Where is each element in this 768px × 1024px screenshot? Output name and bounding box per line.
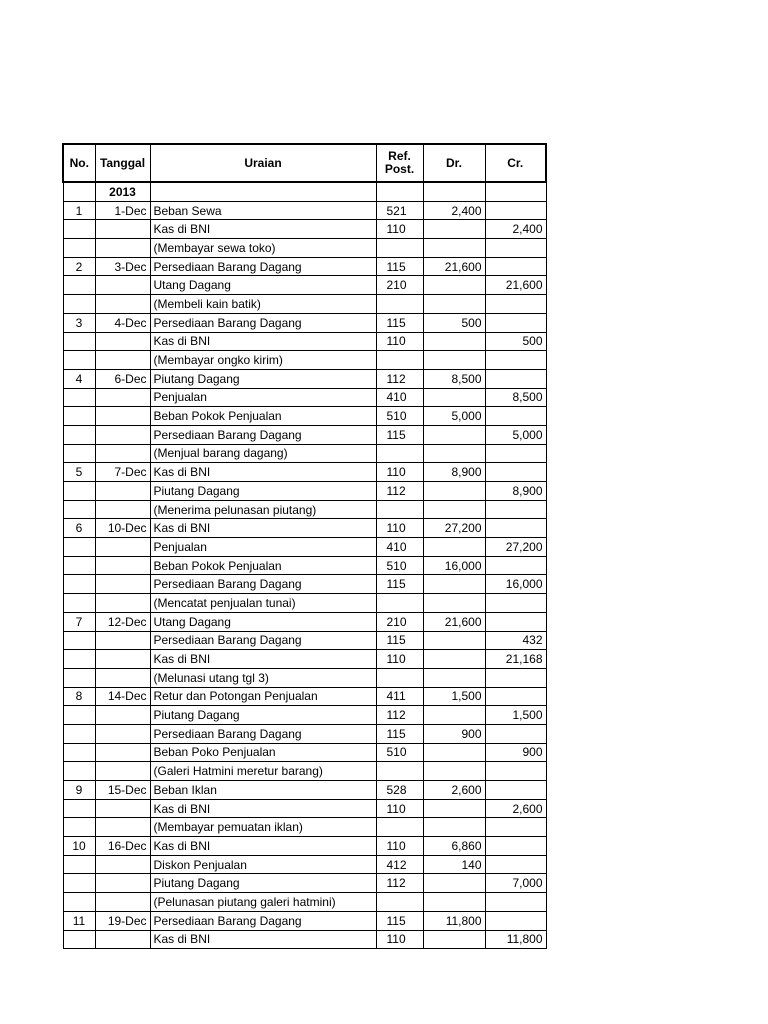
cell-entry-no: 4 bbox=[63, 369, 95, 388]
cell-entry-no bbox=[63, 556, 95, 575]
cell-ref-post: 115 bbox=[376, 724, 423, 743]
table-row bbox=[63, 706, 546, 725]
cell-credit: 900 bbox=[485, 743, 546, 762]
cell-credit: 8,900 bbox=[485, 482, 546, 501]
cell-ref-post bbox=[376, 594, 423, 613]
cell-date bbox=[95, 650, 150, 669]
cell-date: 6-Dec bbox=[95, 369, 150, 388]
cell-account: Beban Pokok Penjualan bbox=[150, 407, 376, 426]
cell-account: Persediaan Barang Dagang bbox=[150, 313, 376, 332]
header-no: No. bbox=[63, 144, 95, 182]
cell-ref-post: 110 bbox=[376, 519, 423, 538]
cell-debit: 21,600 bbox=[423, 612, 485, 631]
table-row bbox=[63, 220, 546, 239]
cell-debit bbox=[423, 482, 485, 501]
cell-account-credit: Kas di BNI bbox=[150, 650, 376, 669]
cell-credit: 432 bbox=[485, 631, 546, 650]
table-row bbox=[63, 351, 546, 370]
table-row bbox=[63, 575, 546, 594]
cell-credit: 500 bbox=[485, 332, 546, 351]
cell-ref-post: 110 bbox=[376, 799, 423, 818]
cell-date bbox=[95, 818, 150, 837]
year-row bbox=[63, 182, 546, 201]
cell-date bbox=[95, 668, 150, 687]
cell-ref-post: 115 bbox=[376, 425, 423, 444]
cell-date: 16-Dec bbox=[95, 837, 150, 856]
cell-credit bbox=[485, 668, 546, 687]
header-ref-line2: Post. bbox=[384, 162, 415, 176]
cell-entry-no: 8 bbox=[63, 687, 95, 706]
cell-credit bbox=[485, 556, 546, 575]
cell-ref-post: 110 bbox=[376, 650, 423, 669]
cell-ref-post: 115 bbox=[376, 313, 423, 332]
cell-date bbox=[95, 893, 150, 912]
cell-ref-post: 510 bbox=[376, 743, 423, 762]
cell-ref-post bbox=[376, 818, 423, 837]
cell-credit bbox=[485, 201, 546, 220]
cell-debit: 140 bbox=[423, 855, 485, 874]
cell-empty bbox=[376, 182, 423, 201]
cell-entry-no bbox=[63, 351, 95, 370]
cell-debit bbox=[423, 594, 485, 613]
table-row bbox=[63, 668, 546, 687]
table-row bbox=[63, 799, 546, 818]
cell-credit bbox=[485, 594, 546, 613]
table-row bbox=[63, 631, 546, 650]
table-row bbox=[63, 781, 546, 800]
cell-debit bbox=[423, 388, 485, 407]
table-body bbox=[63, 182, 546, 949]
cell-entry-no bbox=[63, 818, 95, 837]
cell-ref-post bbox=[376, 239, 423, 258]
header-ref-line1: Ref. bbox=[388, 149, 411, 164]
cell-entry-no bbox=[63, 332, 95, 351]
cell-date bbox=[95, 220, 150, 239]
cell-debit bbox=[423, 631, 485, 650]
cell-account-credit: Piutang Dagang bbox=[150, 482, 376, 501]
cell-account-credit: Piutang Dagang bbox=[150, 706, 376, 725]
cell-account-credit: Piutang Dagang bbox=[150, 874, 376, 893]
cell-ref-post: 412 bbox=[376, 855, 423, 874]
table-row bbox=[63, 257, 546, 276]
cell-account-credit: Kas di BNI bbox=[150, 220, 376, 239]
cell-debit bbox=[423, 538, 485, 557]
cell-entry-no bbox=[63, 482, 95, 501]
table-row bbox=[63, 482, 546, 501]
cell-account: Persediaan Barang Dagang bbox=[150, 724, 376, 743]
cell-debit: 1,500 bbox=[423, 687, 485, 706]
cell-debit bbox=[423, 893, 485, 912]
cell-account: Beban Pokok Penjualan bbox=[150, 556, 376, 575]
cell-credit: 11,800 bbox=[485, 930, 546, 949]
cell-debit: 16,000 bbox=[423, 556, 485, 575]
cell-ref-post: 115 bbox=[376, 575, 423, 594]
cell-debit bbox=[423, 874, 485, 893]
table-row bbox=[63, 893, 546, 912]
cell-credit bbox=[485, 351, 546, 370]
cell-debit: 2,400 bbox=[423, 201, 485, 220]
cell-entry-no bbox=[63, 668, 95, 687]
cell-entry-no bbox=[63, 594, 95, 613]
cell-debit bbox=[423, 239, 485, 258]
cell-account: Beban Sewa bbox=[150, 201, 376, 220]
cell-date bbox=[95, 743, 150, 762]
cell-entry-no bbox=[63, 295, 95, 314]
table-row bbox=[63, 687, 546, 706]
cell-account: (Pelunasan piutang galeri hatmini) bbox=[150, 893, 376, 912]
header-debit: Dr. bbox=[423, 144, 485, 182]
cell-account: (Membayar pemuatan iklan) bbox=[150, 818, 376, 837]
cell-credit bbox=[485, 762, 546, 781]
cell-credit bbox=[485, 463, 546, 482]
cell-debit bbox=[423, 668, 485, 687]
cell-ref-post: 110 bbox=[376, 332, 423, 351]
cell-credit bbox=[485, 893, 546, 912]
table-row bbox=[63, 837, 546, 856]
cell-date bbox=[95, 538, 150, 557]
cell-date bbox=[95, 444, 150, 463]
cell-date: 15-Dec bbox=[95, 781, 150, 800]
cell-account-credit: Persediaan Barang Dagang bbox=[150, 631, 376, 650]
cell-entry-no bbox=[63, 276, 95, 295]
cell-entry-no bbox=[63, 631, 95, 650]
table-row bbox=[63, 743, 546, 762]
cell-account: (Melunasi utang tgl 3) bbox=[150, 668, 376, 687]
cell-ref-post: 110 bbox=[376, 463, 423, 482]
table-row bbox=[63, 444, 546, 463]
cell-credit: 27,200 bbox=[485, 538, 546, 557]
cell-ref-post: 110 bbox=[376, 220, 423, 239]
cell-empty bbox=[423, 182, 485, 201]
cell-date bbox=[95, 239, 150, 258]
cell-entry-no: 5 bbox=[63, 463, 95, 482]
cell-credit bbox=[485, 612, 546, 631]
cell-credit bbox=[485, 818, 546, 837]
header-row bbox=[63, 144, 546, 182]
cell-credit bbox=[485, 724, 546, 743]
cell-entry-no: 3 bbox=[63, 313, 95, 332]
cell-ref-post bbox=[376, 500, 423, 519]
cell-account: Kas di BNI bbox=[150, 463, 376, 482]
cell-ref-post: 210 bbox=[376, 276, 423, 295]
cell-account: Retur dan Potongan Penjualan bbox=[150, 687, 376, 706]
cell-ref-post: 115 bbox=[376, 631, 423, 650]
cell-debit bbox=[423, 220, 485, 239]
cell-credit: 5,000 bbox=[485, 425, 546, 444]
cell-credit bbox=[485, 313, 546, 332]
cell-credit: 8,500 bbox=[485, 388, 546, 407]
cell-credit: 7,000 bbox=[485, 874, 546, 893]
table-row bbox=[63, 594, 546, 613]
cell-account: Kas di BNI bbox=[150, 519, 376, 538]
cell-ref-post: 115 bbox=[376, 911, 423, 930]
cell-credit: 2,600 bbox=[485, 799, 546, 818]
cell-ref-post: 521 bbox=[376, 201, 423, 220]
cell-account: (Galeri Hatmini meretur barang) bbox=[150, 762, 376, 781]
cell-account-credit: Beban Poko Penjualan bbox=[150, 743, 376, 762]
cell-ref-post: 112 bbox=[376, 874, 423, 893]
cell-entry-no bbox=[63, 799, 95, 818]
cell-entry-no bbox=[63, 930, 95, 949]
table-row bbox=[63, 930, 546, 949]
cell-debit bbox=[423, 425, 485, 444]
cell-entry-no bbox=[63, 893, 95, 912]
cell-date: 10-Dec bbox=[95, 519, 150, 538]
cell-debit bbox=[423, 332, 485, 351]
cell-ref-post: 110 bbox=[376, 837, 423, 856]
cell-debit bbox=[423, 706, 485, 725]
cell-entry-no bbox=[63, 855, 95, 874]
cell-entry-no: 10 bbox=[63, 837, 95, 856]
cell-date bbox=[95, 855, 150, 874]
cell-entry-no bbox=[63, 388, 95, 407]
cell-entry-no bbox=[63, 762, 95, 781]
header-date: Tanggal bbox=[95, 144, 150, 182]
table-header bbox=[63, 144, 546, 182]
cell-account: Piutang Dagang bbox=[150, 369, 376, 388]
cell-debit bbox=[423, 276, 485, 295]
cell-ref-post: 528 bbox=[376, 781, 423, 800]
cell-entry-no bbox=[63, 444, 95, 463]
cell-date bbox=[95, 295, 150, 314]
cell-entry-no: 1 bbox=[63, 201, 95, 220]
cell-account: (Menjual barang dagang) bbox=[150, 444, 376, 463]
cell-account-credit: Penjualan bbox=[150, 388, 376, 407]
year-cell: 2013 bbox=[95, 182, 150, 201]
cell-date: 4-Dec bbox=[95, 313, 150, 332]
cell-date: 12-Dec bbox=[95, 612, 150, 631]
table-row bbox=[63, 650, 546, 669]
cell-ref-post: 115 bbox=[376, 257, 423, 276]
journal-table bbox=[62, 143, 547, 949]
cell-account: (Membayar ongko kirim) bbox=[150, 351, 376, 370]
cell-date: 1-Dec bbox=[95, 201, 150, 220]
header-credit: Cr. bbox=[485, 144, 546, 182]
cell-debit bbox=[423, 351, 485, 370]
cell-account-credit: Kas di BNI bbox=[150, 930, 376, 949]
cell-credit bbox=[485, 911, 546, 930]
cell-account: Utang Dagang bbox=[150, 612, 376, 631]
cell-debit bbox=[423, 818, 485, 837]
cell-entry-no: 9 bbox=[63, 781, 95, 800]
cell-ref-post: 411 bbox=[376, 687, 423, 706]
cell-date: 14-Dec bbox=[95, 687, 150, 706]
header-ref-post bbox=[376, 144, 423, 182]
header-description: Uraian bbox=[150, 144, 376, 182]
cell-date bbox=[95, 332, 150, 351]
cell-date bbox=[95, 724, 150, 743]
table-row bbox=[63, 201, 546, 220]
cell-ref-post: 410 bbox=[376, 538, 423, 557]
cell-date bbox=[95, 407, 150, 426]
cell-debit bbox=[423, 650, 485, 669]
cell-credit bbox=[485, 257, 546, 276]
cell-date bbox=[95, 500, 150, 519]
cell-entry-no bbox=[63, 575, 95, 594]
cell-account-credit: Penjualan bbox=[150, 538, 376, 557]
cell-account: Kas di BNI bbox=[150, 837, 376, 856]
cell-credit bbox=[485, 239, 546, 258]
cell-ref-post: 510 bbox=[376, 556, 423, 575]
cell-entry-no bbox=[63, 538, 95, 557]
table-row bbox=[63, 313, 546, 332]
cell-ref-post bbox=[376, 295, 423, 314]
cell-credit: 21,600 bbox=[485, 276, 546, 295]
table-row bbox=[63, 874, 546, 893]
cell-account-credit: Persediaan Barang Dagang bbox=[150, 575, 376, 594]
cell-credit bbox=[485, 295, 546, 314]
cell-entry-no bbox=[63, 220, 95, 239]
cell-entry-no: 11 bbox=[63, 911, 95, 930]
cell-credit: 16,000 bbox=[485, 575, 546, 594]
cell-debit bbox=[423, 444, 485, 463]
table-row bbox=[63, 332, 546, 351]
cell-account: (Membeli kain batik) bbox=[150, 295, 376, 314]
cell-debit: 11,800 bbox=[423, 911, 485, 930]
cell-ref-post: 112 bbox=[376, 706, 423, 725]
cell-account: (Membayar sewa toko) bbox=[150, 239, 376, 258]
cell-credit: 1,500 bbox=[485, 706, 546, 725]
cell-account: Persediaan Barang Dagang bbox=[150, 257, 376, 276]
cell-debit bbox=[423, 575, 485, 594]
cell-entry-no bbox=[63, 407, 95, 426]
cell-credit: 2,400 bbox=[485, 220, 546, 239]
cell-debit bbox=[423, 930, 485, 949]
table-row bbox=[63, 911, 546, 930]
table-row bbox=[63, 369, 546, 388]
cell-debit bbox=[423, 799, 485, 818]
cell-date bbox=[95, 276, 150, 295]
cell-ref-post: 112 bbox=[376, 369, 423, 388]
cell-account: (Mencatat penjualan tunai) bbox=[150, 594, 376, 613]
cell-credit bbox=[485, 687, 546, 706]
cell-entry-no bbox=[63, 743, 95, 762]
cell-ref-post bbox=[376, 668, 423, 687]
cell-date bbox=[95, 874, 150, 893]
table-row bbox=[63, 239, 546, 258]
cell-debit: 5,000 bbox=[423, 407, 485, 426]
cell-credit bbox=[485, 519, 546, 538]
cell-account-credit: Utang Dagang bbox=[150, 276, 376, 295]
cell-ref-post: 112 bbox=[376, 482, 423, 501]
cell-account: Persediaan Barang Dagang bbox=[150, 911, 376, 930]
cell-entry-no bbox=[63, 239, 95, 258]
cell-entry-no: 2 bbox=[63, 257, 95, 276]
cell-credit bbox=[485, 837, 546, 856]
table-row bbox=[63, 425, 546, 444]
cell-debit: 27,200 bbox=[423, 519, 485, 538]
cell-credit: 21,168 bbox=[485, 650, 546, 669]
cell-debit: 900 bbox=[423, 724, 485, 743]
cell-debit bbox=[423, 295, 485, 314]
table-row bbox=[63, 295, 546, 314]
cell-date bbox=[95, 351, 150, 370]
cell-ref-post: 410 bbox=[376, 388, 423, 407]
cell-date bbox=[95, 388, 150, 407]
cell-debit: 6,860 bbox=[423, 837, 485, 856]
cell-entry-no bbox=[63, 874, 95, 893]
cell-credit bbox=[485, 369, 546, 388]
cell-account: Diskon Penjualan bbox=[150, 855, 376, 874]
cell-account-credit: Kas di BNI bbox=[150, 799, 376, 818]
cell-ref-post bbox=[376, 893, 423, 912]
cell-account-credit: Persediaan Barang Dagang bbox=[150, 425, 376, 444]
cell-debit: 500 bbox=[423, 313, 485, 332]
cell-debit: 2,600 bbox=[423, 781, 485, 800]
cell-entry-no: 6 bbox=[63, 519, 95, 538]
cell-ref-post: 210 bbox=[376, 612, 423, 631]
cell-date bbox=[95, 575, 150, 594]
cell-date bbox=[95, 930, 150, 949]
cell-account: (Menerima pelunasan piutang) bbox=[150, 500, 376, 519]
table-row bbox=[63, 762, 546, 781]
cell-date bbox=[95, 482, 150, 501]
cell-ref-post bbox=[376, 444, 423, 463]
cell-entry-no bbox=[63, 706, 95, 725]
table-row bbox=[63, 388, 546, 407]
cell-date: 7-Dec bbox=[95, 463, 150, 482]
cell-entry-no bbox=[63, 500, 95, 519]
cell-empty bbox=[485, 182, 546, 201]
cell-credit bbox=[485, 407, 546, 426]
cell-account-credit: Kas di BNI bbox=[150, 332, 376, 351]
cell-date bbox=[95, 799, 150, 818]
cell-date: 3-Dec bbox=[95, 257, 150, 276]
cell-ref-post: 110 bbox=[376, 930, 423, 949]
cell-entry-no bbox=[63, 724, 95, 743]
cell-date bbox=[95, 425, 150, 444]
cell-debit bbox=[423, 743, 485, 762]
cell-empty bbox=[63, 182, 95, 201]
cell-debit: 8,500 bbox=[423, 369, 485, 388]
table-row bbox=[63, 556, 546, 575]
cell-debit bbox=[423, 762, 485, 781]
cell-debit bbox=[423, 500, 485, 519]
cell-debit: 8,900 bbox=[423, 463, 485, 482]
cell-empty bbox=[150, 182, 376, 201]
cell-entry-no bbox=[63, 650, 95, 669]
table-row bbox=[63, 276, 546, 295]
cell-credit bbox=[485, 500, 546, 519]
cell-date bbox=[95, 594, 150, 613]
table-row bbox=[63, 500, 546, 519]
cell-entry-no: 7 bbox=[63, 612, 95, 631]
table-row bbox=[63, 818, 546, 837]
table-row bbox=[63, 724, 546, 743]
cell-credit bbox=[485, 444, 546, 463]
table-row bbox=[63, 407, 546, 426]
table-row bbox=[63, 612, 546, 631]
cell-entry-no bbox=[63, 425, 95, 444]
cell-account: Beban Iklan bbox=[150, 781, 376, 800]
cell-date bbox=[95, 706, 150, 725]
cell-date bbox=[95, 556, 150, 575]
cell-ref-post bbox=[376, 351, 423, 370]
cell-debit: 21,600 bbox=[423, 257, 485, 276]
cell-date: 19-Dec bbox=[95, 911, 150, 930]
table-row bbox=[63, 463, 546, 482]
table-row bbox=[63, 538, 546, 557]
table-row bbox=[63, 519, 546, 538]
table-row bbox=[63, 855, 546, 874]
cell-ref-post: 510 bbox=[376, 407, 423, 426]
cell-date bbox=[95, 631, 150, 650]
cell-date bbox=[95, 762, 150, 781]
cell-ref-post bbox=[376, 762, 423, 781]
cell-credit bbox=[485, 781, 546, 800]
cell-credit bbox=[485, 855, 546, 874]
